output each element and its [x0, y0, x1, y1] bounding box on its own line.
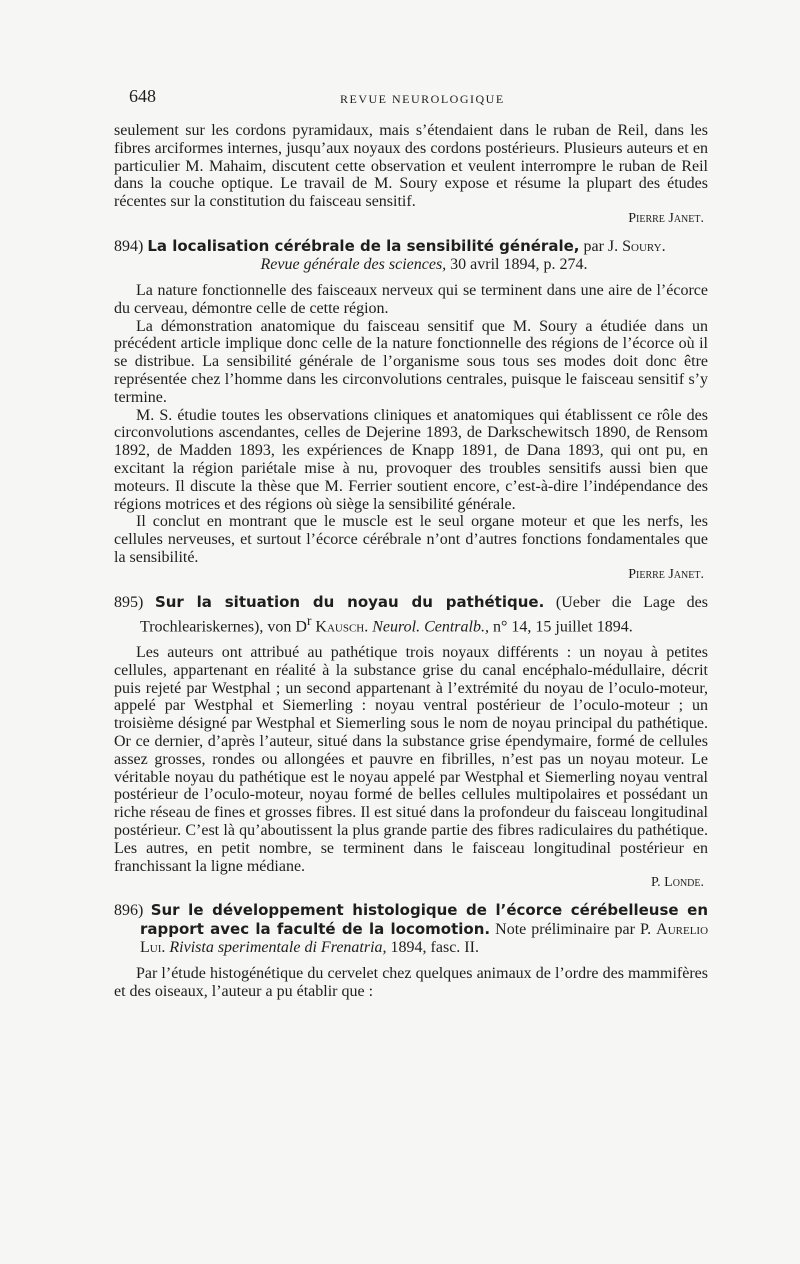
entry-date: 30 avril 1894, p. 274.	[450, 255, 588, 273]
paragraph: M. S. étudie toutes les observations cliniques et anatomiques qui établissent ce rôle des circonvolutions ascendantes, celles de Dejerine 1893, de Darkschewitsch 1890, de Rensom 1892, de Madden 1893, les expériences de Knapp 1891, de Dana 1893, qui ont pu, en excitant la région pariétale mise à nu, provoquer des troubles sensitifs aussi bien que moteurs. Il discute la thèse que M. Ferrier soutient encore, c’est-à-dire l’indépendance des régions motrices et des régions où siège la sensibilité générale.	[114, 406, 708, 513]
entry-dr-superscript: r	[306, 612, 312, 628]
paragraph: Les auteurs ont attribué au pathétique trois noyaux différents : un noyau à petites cellules, appartenant en réalité à la substance grise du canal encéphalo-médullaire, décrit puis rejeté par Westphal ; un second appartenant à l’extrémité du noyau de l’oculo-moteur, appelé par Westphal et Siemerling : noyau ventral postérieur de l’oculo-moteur ; un troisième désigné par Westphal et Siemerling sous le nom de noyau principal du pathétique. Or ce dernier, d’après l’auteur, situé dans la substance grise épendymaire, formé de cellules assez grosses, rondes ou allongées et pauvre en fibrilles, n’est pas un noyau moteur. Le véritable noyau du pathétique est le noyau appelé par Westphal et Siemerling noyau ventral postérieur de l’oculo-moteur, noyau formé de belles cellules multipolaires et possédant un riche réseau de fines et grosses fibres. Il est situé dans la profondeur du faisceau longitudinal postérieur. C’est là qu’aboutissent la plus grande partie des fibres radiculaires du pathétique. Les autres, en petit nombre, se terminent dans le faisceau longitudinal postérieur en franchissant la ligne médiane.	[114, 644, 708, 875]
entry-896-heading	[114, 901, 708, 957]
signature: Pierre Janet.	[628, 210, 704, 226]
entry-title: Sur le développement histologique de l’écorce cérébelleuse en rapport avec la faculté de la locomotion.	[140, 901, 709, 939]
continuation-paragraph: seulement sur les cordons pyramidaux, mais s’étendaient dans le ruban de Reil, dans les fibres arciformes internes, jusqu’aux noyaux des cordons postérieurs. Plusieurs auteurs et en particulier M. Mahaim, discutent cette observation et veulent interrompre le ruban de Reil dans la couche optique. Le travail de M. Soury expose et résume la plupart des études récentes sur la constitution du faisceau sensitif.	[114, 122, 708, 211]
entry-date: 1894, fasc. II.	[390, 939, 479, 957]
entry-date: n° 14, 15 juillet 1894.	[492, 618, 633, 636]
entry-publication	[140, 256, 708, 274]
running-title: REVUE NEUROLOGIQUE	[340, 92, 505, 106]
entry-894-heading	[114, 237, 708, 274]
paragraph: La démonstration anatomique du faisceau sensitif que M. Soury a étudiée dans un précédent article implique donc celle de la nature fonctionnelle des régions de l’écorce où il se distribue. La sensibilité générale de l’organisme sous tous ses modes doit donc être représentée chez l’homme dans les circonvolutions centrales, puisque le faisceau sensitif s’y termine.	[114, 317, 708, 406]
entry-source: Revue générale des sciences,	[260, 255, 447, 273]
entry-895-heading	[114, 593, 708, 636]
signature: Pierre Janet.	[628, 566, 704, 582]
entry-number: 894)	[114, 237, 144, 255]
entry-number: 895)	[114, 593, 144, 611]
entry-author: Soury.	[622, 237, 666, 255]
entry-note: Note préliminaire par P.	[495, 921, 652, 939]
entry-title: Sur la situation du noyau du pathétique.	[154, 592, 545, 611]
entry-german-title: (Ueber die Lage des Trochleariskernes), von D	[140, 593, 708, 636]
entry-source: Neurol. Centralb.,	[372, 618, 489, 636]
entry-by: par J.	[583, 237, 619, 255]
paragraph: La nature fonctionnelle des faisceaux nerveux qui se terminent dans une aire de l’écorce du cerveau, démontre celle de cette région.	[114, 281, 708, 317]
entry-source: Rivista sperimentale di Frenatria,	[169, 939, 387, 957]
paragraph: Il conclut en montrant que le muscle est le seul organe moteur et que les nerfs, les cellules nerveuses, et surtout l’écorce cérébrale n’ont d’autres fonctions fondamentales que la sensibilité.	[114, 513, 708, 566]
page-number: 648	[129, 86, 156, 106]
entry-author: Aurelio Lui.	[140, 921, 709, 957]
entry-title: La localisation cérébrale de la sensibilité générale,	[147, 236, 580, 255]
page-header	[114, 82, 708, 122]
signature: P. Londe.	[650, 875, 704, 891]
entry-number: 896)	[114, 902, 144, 920]
paragraph: Par l’étude histogénétique du cervelet chez quelques animaux de l’ordre des mammifères et des oiseaux, l’auteur a pu établir que :	[114, 965, 708, 1001]
entry-author: Kausch.	[315, 618, 369, 636]
